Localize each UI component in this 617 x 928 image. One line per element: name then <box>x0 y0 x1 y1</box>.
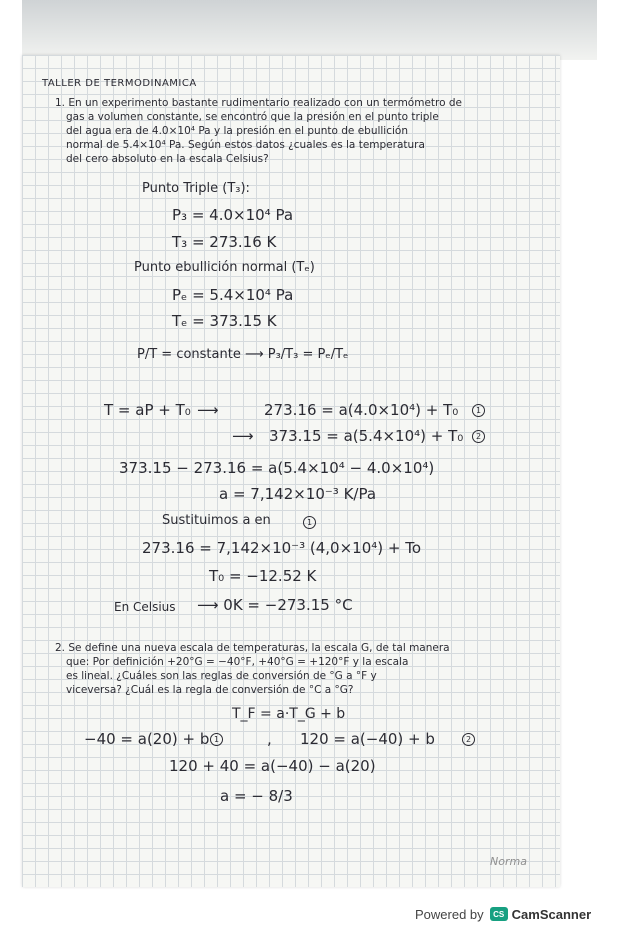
equation-1-tag: 1 <box>210 733 223 746</box>
problem-1-line: normal de 5.4×10⁴ Pa. Según estos datos ¿cuales es la temperatura <box>66 139 425 151</box>
constant-ratio: P/T = constante ⟶ P₃/T₃ = Pₑ/Tₑ <box>137 347 349 362</box>
arrow: ⟶ <box>232 427 254 445</box>
problem-2-line: 2. Se define una nueva escala de temperaturas, la escala G, de tal manera <box>55 642 450 654</box>
subtraction-step: 373.15 − 273.16 = a(5.4×10⁴ − 4.0×10⁴) <box>119 459 435 477</box>
arrow: ⟶ <box>197 401 219 419</box>
linear-model: T = aP + T₀ <box>104 401 191 419</box>
problem-1-line: del agua era de 4.0×10⁴ Pa y la presión en el punto de ebullición <box>66 125 408 137</box>
equation-2: 120 = a(−40) + b <box>300 730 435 748</box>
equation-1-tag: 1 <box>472 404 485 417</box>
separator: , <box>267 730 272 748</box>
subtraction-step: 120 + 40 = a(−40) − a(20) <box>169 757 376 775</box>
page-title: TALLER DE TERMODINAMICA <box>42 78 197 89</box>
notebook-page <box>22 55 560 887</box>
camscanner-logo: CS <box>490 907 508 921</box>
equation-1: 273.16 = a(4.0×10⁴) + T₀ <box>264 401 459 419</box>
problem-1-line: 1. En un experimento bastante rudimentario realizado con un termómetro de <box>55 97 462 109</box>
absolute-zero-celsius: ⟶ 0K = −273.15 °C <box>197 596 353 614</box>
equation-2-tag: 2 <box>472 430 485 443</box>
substitute-tag: 1 <box>303 516 316 529</box>
triple-point-header: Punto Triple (T₃): <box>142 181 250 196</box>
boiling-pressure: Pₑ = 5.4×10⁴ Pa <box>172 286 294 304</box>
problem-2-line: viceversa? ¿Cuál es la regla de conversión de °C a °G? <box>66 684 354 696</box>
problem-1-line: del cero absoluto en la escala Celsius? <box>66 153 269 165</box>
t0-result: T₀ = −12.52 K <box>209 567 317 585</box>
equation-2-tag: 2 <box>462 733 475 746</box>
a-value: a = 7,142×10⁻³ K/Pa <box>219 485 377 503</box>
signature: Norma <box>490 855 527 868</box>
brand-name: CamScanner <box>511 906 592 922</box>
equation-2: 373.15 = a(5.4×10⁴) + T₀ <box>269 427 464 445</box>
problem-2-line: que: Por definición +20°G = −40°F, +40°G = +120°F y la escala <box>66 656 409 668</box>
camscanner-footer <box>415 904 591 924</box>
powered-by-text: Powered by <box>415 906 484 922</box>
triple-temperature: T₃ = 273.16 K <box>172 233 277 251</box>
boiling-temperature: Tₑ = 373.15 K <box>172 312 277 330</box>
scan-top-shadow <box>22 0 597 60</box>
conversion-model: T_F = a·T_G + b <box>232 706 346 722</box>
celsius-label: En Celsius <box>114 600 176 614</box>
substitution-equation: 273.16 = 7,142×10⁻³ (4,0×10⁴) + To <box>142 539 422 557</box>
triple-pressure: P₃ = 4.0×10⁴ Pa <box>172 206 294 224</box>
problem-1-line: gas a volumen constante, se encontró que la presión en el punto triple <box>66 111 439 123</box>
substitute-label: Sustituimos a en <box>162 513 271 528</box>
boiling-point-header: Punto ebullición normal (Tₑ) <box>134 260 315 275</box>
problem-2-line: es lineal. ¿Cuáles son las reglas de conversión de °G a °F y <box>66 670 377 682</box>
equation-1: −40 = a(20) + b <box>84 730 210 748</box>
a-value: a = − 8/3 <box>220 787 293 805</box>
